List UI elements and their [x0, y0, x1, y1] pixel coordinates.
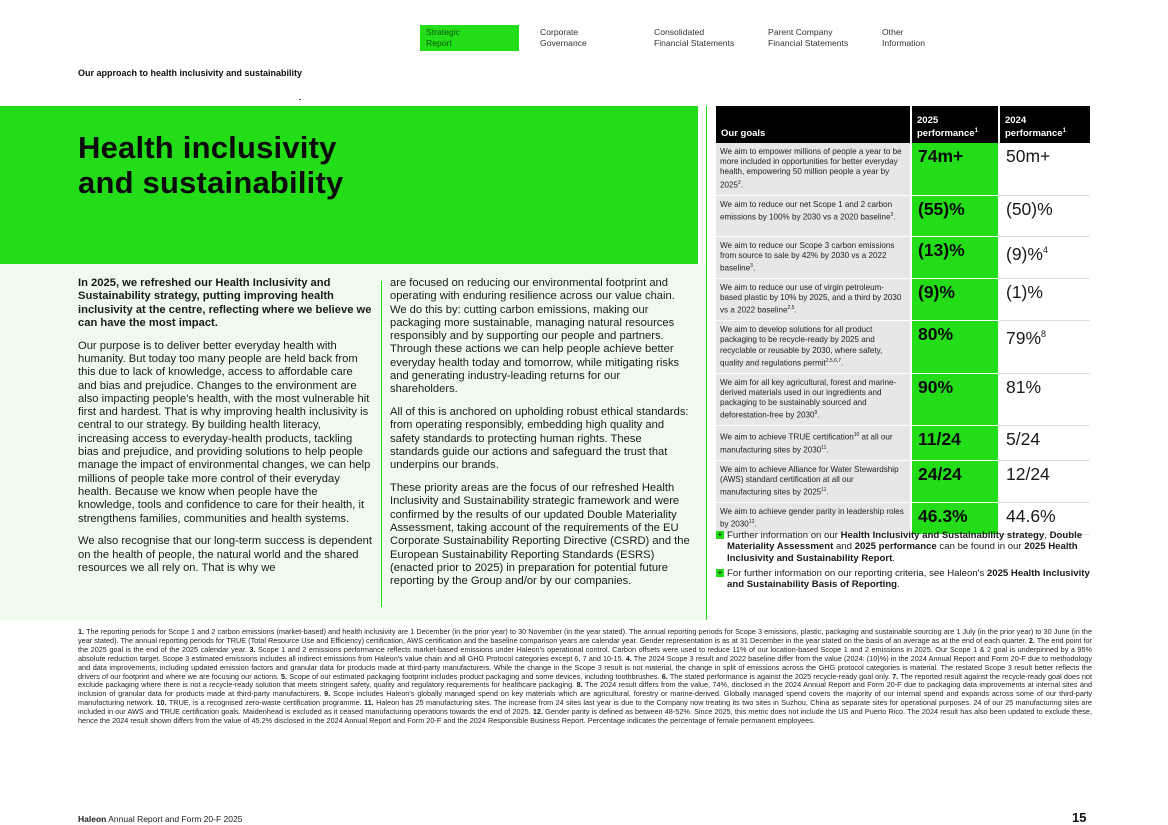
body-column-left	[78, 277, 373, 585]
footnote-number: 7.	[892, 671, 899, 681]
goal-description: We aim to reduce our use of virgin petroleum-based plastic by 10% by 2025, and a third by 2030 vs a 2022 baseline$^{2,5}$.	[716, 278, 911, 320]
nav-tab-strategic-report[interactable]: Strategic Report	[420, 25, 519, 51]
footnote-text: The reported result against the recycle-ready goal does not exclude packaging where there is not a recycle-ready solution that meets stringent safety, quality and regulatory requirements for healthcare packaging.	[78, 671, 1092, 690]
header-2025-performance: 2025 performance$^1$	[911, 106, 999, 143]
footnote-number: 12.	[532, 707, 543, 717]
info-note-basis-of-reporting: + For further information on our reporting criteria, see Haleon's 2025 Health Inclusivity and Sustainability Basis of Reporting.	[717, 568, 1090, 591]
goal-description: We aim to reduce our net Scope 1 and 2 carbon emissions by 100% by 2030 vs a 2020 baseline$^3$.	[716, 195, 911, 236]
footnote-number: 8.	[576, 680, 583, 690]
goals-table-row	[716, 236, 1090, 278]
footnote-text: Scope of our estimated packaging footprint includes product packaging and some devices, including toothbrushes.	[289, 671, 660, 681]
goals-table-row	[716, 278, 1090, 320]
goals-table-row	[716, 426, 1090, 461]
performance-2024-value: 81%	[999, 373, 1090, 426]
footnote-text: Scope includes Haleon's globally managed spend on key materials which are agricultural, forestry or marine-derived. Globally managed spend covers the majority of our internal spend and expands across some of our third-party manufacturing network.	[78, 689, 1092, 708]
footnote-text: The 2024 Scope 3 result and 2022 baseline differ from the value (2024: (10)%) in the 2024 Annual Report and Form 20-F due to methodology and data improvements, including updated emission factors and granular data for products made at third-party manufacturers. While the change in the Scope 3 result is not material, the change in split of emissions across the GHG protocol categories is material. The restated Scope 3 result better reflects the drivers of our footprint and where we are focusing our actions.	[78, 653, 1092, 681]
performance-2024-value: (9)%$^4$	[999, 236, 1090, 278]
header-our-goals: Our goals	[716, 106, 911, 143]
body-paragraph: are focused on reducing our environmental footprint and operating with enduring resilience across our value chain. We do this by: cutting carbon emissions, making our packaging more sustainable, managing natural resources responsibly and by supporting our people and partners. Through these actions we can help people achieve better everyday health today and tomorrow, while mitigating risks and generating industry-leading returns for our shareholders.	[390, 277, 680, 396]
footnote-text: The 2024 result differs from the value, 74%, disclosed in the 2024 Annual Report and Form 20-F due to packaging data improvements at internal sites and inclusion of granular data for products made at third-party manufacturers.	[78, 680, 1092, 699]
performance-2025-value: 24/24	[911, 460, 999, 502]
footnote-number: 1.	[78, 627, 85, 636]
goals-table-row	[716, 195, 1090, 236]
link-double-materiality[interactable]: Double Materiality Assessment	[727, 530, 1083, 553]
performance-2024-value: 79%$^8$	[999, 321, 1090, 374]
performance-2025-value: 46.3%	[911, 503, 999, 535]
vertical-divider	[706, 106, 707, 620]
goals-table-row	[716, 373, 1090, 426]
footnotes	[78, 628, 1092, 726]
performance-2025-value: 11/24	[911, 426, 999, 461]
performance-2024-value: 5/24	[999, 426, 1090, 461]
plus-icon: +	[717, 568, 723, 577]
performance-2024-value: 50m+	[999, 143, 1090, 195]
body-paragraph: All of this is anchored on upholding robust ethical standards: from operating responsibly, embedding high quality and safety standards to protecting human rights. These standards guide our actions and safeguard the trust that underpins our brands.	[390, 406, 689, 472]
goal-description: We aim to develop solutions for all product packaging to be recycle-ready by 2025 and recyclable or reusable by 2030, where safety, quality and regulations permit$^{2,5,6,7}$.	[716, 321, 911, 374]
lead-paragraph: In 2025, we refreshed our Health Inclusivity and Sustainability strategy, putting improving health inclusivity at the centre, reflecting where we believe we can have the most impact.	[78, 277, 372, 329]
performance-2025-value: 80%	[911, 321, 999, 374]
footnote-number: 9.	[324, 689, 331, 699]
footnote-number: 11.	[363, 698, 374, 708]
goal-description: We aim for all key agricultural, forest and marine-derived materials used in our ingredients and packaging to be sustainably sourced and deforestation-free by 2030$^9$.	[716, 373, 911, 426]
hero-banner	[0, 106, 698, 264]
goals-table-row	[716, 321, 1090, 374]
footnote-number: 5.	[281, 671, 288, 681]
nav-tab-parent-company-financial-statements[interactable]: Parent Company Financial Statements	[768, 27, 849, 48]
goals-table	[716, 106, 1090, 535]
header-2024-performance: 2024 performance$^1$	[999, 106, 1090, 143]
footnote-number: 10.	[156, 698, 167, 708]
body-paragraph: These priority areas are the focus of our refreshed Health Inclusivity and Sustainability strategic framework and were confirmed by the results of our updated Double Materiality Assessment, taking account of the requirements of the EU Corporate Sustainability Reporting Directive (CSRD) and the European Sustainability Reporting Standards (ESRS) (enacted prior to 2025) in preparation for potential future reporting by the Group and/or by our companies.	[390, 482, 690, 588]
goal-description: We aim to achieve Alliance for Water Stewardship (AWS) standard certification at all our manufacturing sites by 2025$^{11}$.	[716, 460, 911, 502]
column-divider	[381, 281, 382, 607]
body-paragraph: We also recognise that our long-term success is dependent on the health of people, the natural world and the shared resources we all rely on. That is why we	[78, 535, 372, 574]
goals-table-row	[716, 460, 1090, 502]
performance-2025-value: (55)%	[911, 195, 999, 236]
goal-description: We aim to empower millions of people a year to be more included in opportunities for better everyday health, empowering 50 million people a year by 2025$^2$.	[716, 143, 911, 195]
link-2025-performance[interactable]: 2025 performance	[854, 541, 937, 553]
nav-tab-consolidated-financial-statements[interactable]: Consolidated Financial Statements	[654, 27, 735, 48]
nav-tab-other-information[interactable]: Other Information	[882, 27, 925, 48]
performance-2025-value: 74m+	[911, 143, 999, 195]
goals-table-body	[716, 143, 1090, 535]
footnote-text: Haleon has 25 manufacturing sites. The increase from 24 sites last year is due to the Company now treating its two sites in Suzhou, China as separate sites for operational purposes. 24 of our 25 manufacturing sites are included in our AWS and TRUE certification goals. Maidenhead is excluded as it ceased manufacturing operations towards the end of 2025.	[78, 698, 1092, 717]
page-number: 15	[1072, 810, 1087, 825]
plus-icon: +	[717, 530, 723, 539]
decorative-dot	[299, 99, 301, 100]
page-title: Health inclusivity and sustainability	[78, 130, 344, 200]
footnote-number: 2.	[1028, 635, 1035, 645]
footnote-number: 4.	[625, 653, 632, 663]
footnote-number: 3.	[249, 644, 256, 654]
performance-2024-value: (1)%	[999, 278, 1090, 320]
footnote-text: TRUE, is a recognised zero-waste certification programme.	[168, 698, 362, 708]
goal-description: We aim to achieve gender parity in leadership roles by 2030$^{12}$.	[716, 503, 911, 535]
goals-table-row	[716, 143, 1090, 195]
footnote-text: The end point for the 2025 goal is the end of the 2025 calendar year.	[78, 635, 1093, 654]
footnote-number: 6.	[661, 671, 668, 681]
info-note-strategy: + Further information on our Health Inclusivity and Sustainability strategy, Double Materiality Assessment and 2025 performance can be found in our 2025 Health Inclusivity and Sustainability Report.	[717, 530, 1083, 564]
performance-2024-value: (50)%	[999, 195, 1090, 236]
goals-table-header	[716, 106, 1090, 143]
footer-document-title: Haleon Annual Report and Form 20-F 2025	[78, 814, 243, 824]
link-hi-sustainability-report[interactable]: 2025 Health Inclusivity and Sustainability Report	[727, 541, 1078, 564]
performance-2024-value: 12/24	[999, 460, 1090, 502]
link-strategy[interactable]: Health Inclusivity and Sustainability strategy	[840, 530, 1045, 541]
performance-2024-value: 44.6%	[999, 503, 1090, 535]
footnote-text: Scope 1 and 2 emissions performance reflects market-based emissions under Haleon's operational control. Carbon offsets were used to reduce 11% of our location-based Scope 1 and 2 emissions in 2025. Our Scope 1 & 2 goal is underpinned by a 95% absolute reduction target. Scope 3 estimated emissions includes all indirect emissions from Haleon's value chain and all GHG Protocol categories except 6, 7 and 10-15.	[78, 644, 1093, 663]
body-paragraph: Our purpose is to deliver better everyday health with humanity. But today too many people are held back from this due to lack of knowledge, access to affordable care and bias and prejudice. Changes to the environment are also impacting people's health, with the most vulnerable hit first and hardest. That is why improving health inclusivity is central to our strategy. By building health literacy, increasing access to everyday-health products, tackling bias and prejudice, and providing solutions to help people manage the impact of environmental changes, we can help millions of people take more control of their everyday health. Because we know when people have the knowledge, tools and confidence to care for their health, it strengthens families, communities and health systems.	[78, 339, 371, 525]
performance-2025-value: 90%	[911, 373, 999, 426]
performance-2025-value: (13)%	[911, 236, 999, 278]
body-column-right	[390, 277, 690, 598]
section-title: Our approach to health inclusivity and sustainability	[78, 68, 303, 78]
footnote-text: The stated performance is against the 2025 recycle-ready goal only.	[669, 671, 890, 681]
link-basis-of-reporting[interactable]: 2025 Health Inclusivity and Sustainability Basis of Reporting	[727, 568, 1090, 591]
footnote-text: The reporting periods for Scope 1 and 2 carbon emissions (market-based) and health inclusivity are 1 December (in the prior year) to 30 November (in the year stated). The annual reporting periods for Scope 3 emissions, plastic, packaging and sustainable sourcing are 1 July (in the prior year) to 30 June (in the year stated). The annual reporting periods for TRUE (Total Resource Use and Efficiency) certification, AWS certification and the baseline comparison years are calendar year. Gender representation is as at 31 December in the year stated on the basis of an average as at the end of each quarter.	[78, 627, 1092, 645]
goal-description: We aim to reduce our Scope 3 carbon emissions from source to sale by 42% by 2030 vs a 2022 baseline$^3$.	[716, 236, 911, 278]
top-navigation	[420, 25, 990, 51]
footer-brand: Haleon	[78, 814, 107, 824]
performance-2025-value: (9)%	[911, 278, 999, 320]
goal-description: We aim to achieve TRUE certification$^{10}$ at all our manufacturing sites by 2030$^{11}$.	[716, 426, 911, 461]
footnote-text: Gender parity is defined as between 48-52%. Since 2025, this metric does not include the US and Puerto Rico. The 2024 result has also been updated to exclude these, hence the 2024 result shown differs from the value of 45.2% disclosed in the 2024 Annual Report and Form 20-F and the 2024 Responsible Business Report. Percentage indicates the percentage of female permanent employees.	[78, 707, 1092, 726]
nav-tab-corporate-governance[interactable]: Corporate Governance	[540, 27, 587, 48]
